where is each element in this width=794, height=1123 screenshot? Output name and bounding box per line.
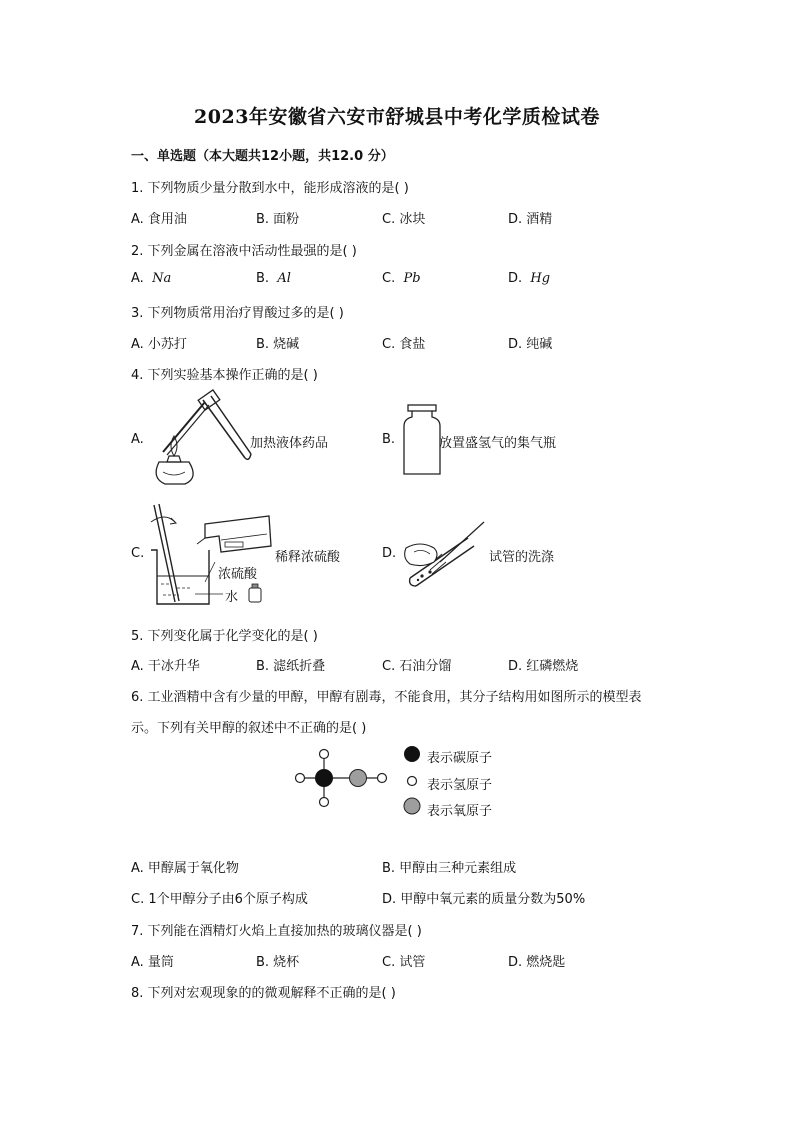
q4-option-d-caption: 试管的洗涤 <box>489 550 555 565</box>
gas-jar-illustration <box>402 404 442 476</box>
q7-option-a: A. 量筒 <box>131 955 174 970</box>
q4-option-c-label-water: 水 <box>225 590 239 605</box>
question-3-stem: 3. 下列物质常用治疗胃酸过多的是( ) <box>131 306 344 321</box>
hydrogen-atom-right <box>378 774 387 783</box>
q4-option-a-letter: A. <box>131 432 144 447</box>
q2-option-b: B. Al <box>256 271 291 286</box>
q6-option-d: D. 甲醇中氧元素的质量分数为50% <box>382 892 586 907</box>
q6-option-b: B. 甲醇由三种元素组成 <box>382 861 517 876</box>
legend-carbon-symbol <box>404 746 420 762</box>
question-5-stem: 5. 下列变化属于化学变化的是( ) <box>131 629 318 644</box>
methanol-molecule-model <box>290 744 410 816</box>
legend-oxygen-symbol <box>404 798 420 814</box>
legend-hydrogen-symbol <box>408 777 417 786</box>
question-8-stem: 8. 下列对宏观现象的的微观解释不正确的是( ) <box>131 986 396 1001</box>
question-6-stem-line1: 6. 工业酒精中含有少量的甲醇，甲醇有剧毒，不能食用，其分子结构用如图所示的模型表 <box>131 690 642 705</box>
question-1-stem: 1. 下列物质少量分散到水中，能形成溶液的是( ) <box>131 181 409 196</box>
question-4-stem: 4. 下列实验基本操作正确的是( ) <box>131 368 318 383</box>
carbon-atom <box>316 770 333 787</box>
legend-oxygen: 表示氧原子 <box>427 804 493 819</box>
q2-option-a: A. Na <box>131 271 172 286</box>
tube-washing-illustration <box>400 518 490 590</box>
q3-option-d: D. 纯碱 <box>508 337 553 352</box>
q7-option-c: C. 试管 <box>382 955 426 970</box>
q6-option-c: C. 1个甲醇分子由6个原子构成 <box>131 892 308 907</box>
question-6-stem-line2: 示。下列有关甲醇的叙述中不正确的是( ) <box>131 721 367 736</box>
q1-option-b: B. 面粉 <box>256 212 300 227</box>
q3-option-c: C. 食盐 <box>382 337 426 352</box>
q5-option-c: C. 石油分馏 <box>382 659 452 674</box>
question-2-stem: 2. 下列金属在溶液中活动性最强的是( ) <box>131 244 357 259</box>
page-title: 2023年安徽省六安市舒城县中考化学质检试卷 <box>194 106 600 128</box>
q2-option-c: C. Pb <box>382 271 421 286</box>
molecule-legend-symbols <box>402 744 422 816</box>
heating-liquid-illustration <box>145 392 255 487</box>
q6-option-a: A. 甲醇属于氧化物 <box>131 861 239 876</box>
q1-option-d: D. 酒精 <box>508 212 553 227</box>
hydrogen-atom-bottom <box>320 798 329 807</box>
q1-option-a: A. 食用油 <box>131 212 187 227</box>
q4-option-d-letter: D. <box>382 546 397 561</box>
hydrogen-atom-top <box>320 750 329 759</box>
question-7-stem: 7. 下列能在酒精灯火焰上直接加热的玻璃仪器是( ) <box>131 924 422 939</box>
dilution-illustration <box>145 502 275 610</box>
oxygen-atom <box>350 770 367 787</box>
q7-option-b: B. 烧杯 <box>256 955 300 970</box>
q4-option-c-caption: 稀释浓硫酸 <box>275 550 341 565</box>
legend-hydrogen: 表示氢原子 <box>427 778 493 793</box>
q4-option-a-caption: 加热液体药品 <box>250 436 329 451</box>
q7-option-d: D. 燃烧匙 <box>508 955 566 970</box>
q3-option-a: A. 小苏打 <box>131 337 187 352</box>
q3-option-b: B. 烧碱 <box>256 337 300 352</box>
q4-option-c-letter: C. <box>131 546 145 561</box>
q1-option-c: C. 冰块 <box>382 212 426 227</box>
legend-carbon: 表示碳原子 <box>427 751 493 766</box>
q5-option-d: D. 红磷燃烧 <box>508 659 579 674</box>
q4-option-b-caption: 放置盛氢气的集气瓶 <box>439 436 557 451</box>
q4-option-b-letter: B. <box>382 432 396 447</box>
section-heading: 一、单选题（本大题共12小题，共12.0 分） <box>131 149 394 164</box>
q5-option-a: A. 干冰升华 <box>131 659 200 674</box>
q5-option-b: B. 滤纸折叠 <box>256 659 326 674</box>
q4-option-c-label-acid: 浓硫酸 <box>218 567 258 582</box>
q2-option-d: D. Hg <box>508 271 551 286</box>
hydrogen-atom-left <box>296 774 305 783</box>
